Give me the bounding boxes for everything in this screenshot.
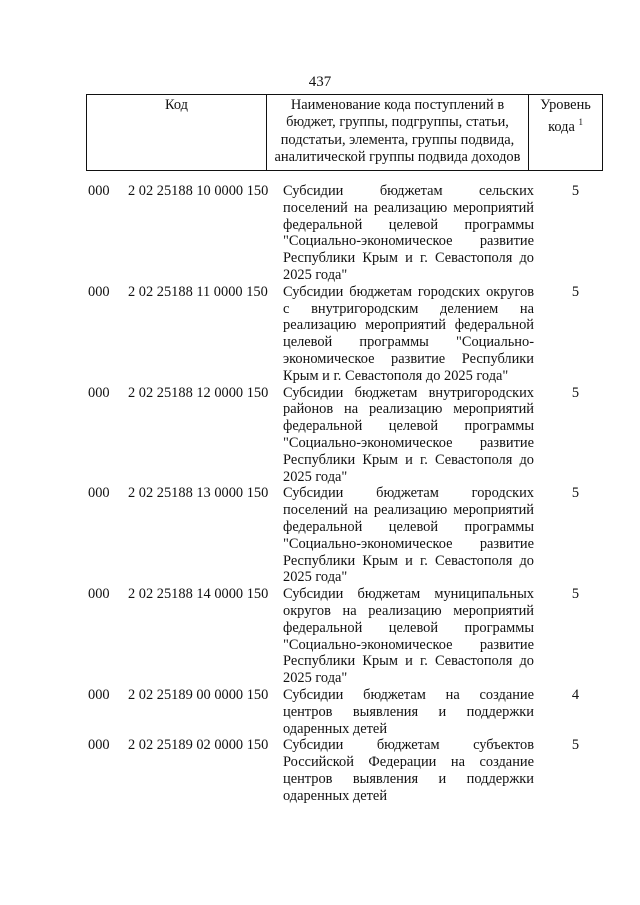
table-row [86, 586, 603, 687]
code-name: Субсидии бюджетам городских округов с внутригородским делением на реализацию мероприятий федеральной целевой программы "Социально-экономическое развитие Республики Крым и г. Севастополя до 2025 года" [283, 283, 534, 384]
admin-code: 000 [88, 283, 110, 300]
table-row [86, 284, 603, 385]
table-row [86, 687, 603, 737]
header-level-label: Уровень код [540, 97, 591, 136]
code-level: 4 [571, 686, 580, 703]
code-name: Субсидии бюджетам сельских поселений на реализацию мероприятий федеральной целевой программы "Социально-экономическое развитие Республики Крым и г. Севастополя до 2025 года" [283, 183, 534, 283]
header-name: Наименование кода поступлений в бюджет, группы, подгруппы, статьи, подстатьи, элемента, группы подвида, аналитической группы подвида доходов [267, 95, 529, 171]
code-name: Субсидии бюджетам субъектов Российской Федерации на создание центров выявления и поддержки одаренных детей [283, 737, 534, 804]
code-level: 5 [571, 183, 580, 199]
admin-code: 000 [88, 586, 110, 603]
budget-code: 2 02 25188 14 0000 150 [128, 586, 269, 603]
code-level: 5 [571, 283, 580, 300]
header-code: Код [87, 95, 267, 171]
code-name: Субсидии бюджетам на создание центров выявления и поддержки одаренных детей [283, 686, 534, 737]
table-row [86, 183, 603, 284]
page-number: 437 [308, 74, 332, 90]
budget-code: 2 02 25188 12 0000 150 [128, 384, 269, 401]
table-row [86, 485, 603, 586]
budget-code: 2 02 25188 11 0000 150 [128, 283, 268, 300]
admin-code: 000 [88, 384, 110, 401]
header-level-footnote: 1 [578, 117, 583, 128]
budget-code: 2 02 25189 02 0000 150 [128, 737, 269, 754]
code-level: 5 [571, 586, 580, 603]
admin-code: 000 [88, 686, 110, 703]
code-level: 5 [571, 384, 580, 401]
code-name: Субсидии бюджетам внутригородских районов на реализацию мероприятий федеральной целевой программы "Социально-экономическое развитие Республики Крым и г. Севастополя до 2025 года" [283, 384, 534, 485]
budget-code: 2 02 25188 13 0000 150 [128, 485, 269, 502]
table-row [86, 385, 603, 486]
header-level-label-end: а [568, 119, 575, 136]
admin-code: 000 [88, 485, 110, 502]
code-level: 5 [571, 485, 580, 502]
budget-code: 2 02 25188 10 0000 150 [128, 183, 269, 199]
budget-code: 2 02 25189 00 0000 150 [128, 686, 269, 703]
table-row [86, 737, 603, 804]
admin-code: 000 [88, 183, 110, 199]
code-name: Субсидии бюджетам муниципальных округов на реализацию мероприятий федеральной целевой программы "Социально-экономическое развитие Республики Крым и г. Севастополя до 2025 года" [283, 586, 534, 687]
header-row [87, 95, 603, 171]
table-body [86, 183, 603, 804]
code-name: Субсидии бюджетам городских поселений на реализацию мероприятий федеральной целевой программы "Социально-экономическое развитие Республики Крым и г. Севастополя до 2025 года" [283, 485, 534, 586]
table-header [86, 94, 603, 171]
header-level [529, 95, 603, 171]
code-level: 5 [571, 737, 580, 754]
admin-code: 000 [88, 737, 110, 754]
